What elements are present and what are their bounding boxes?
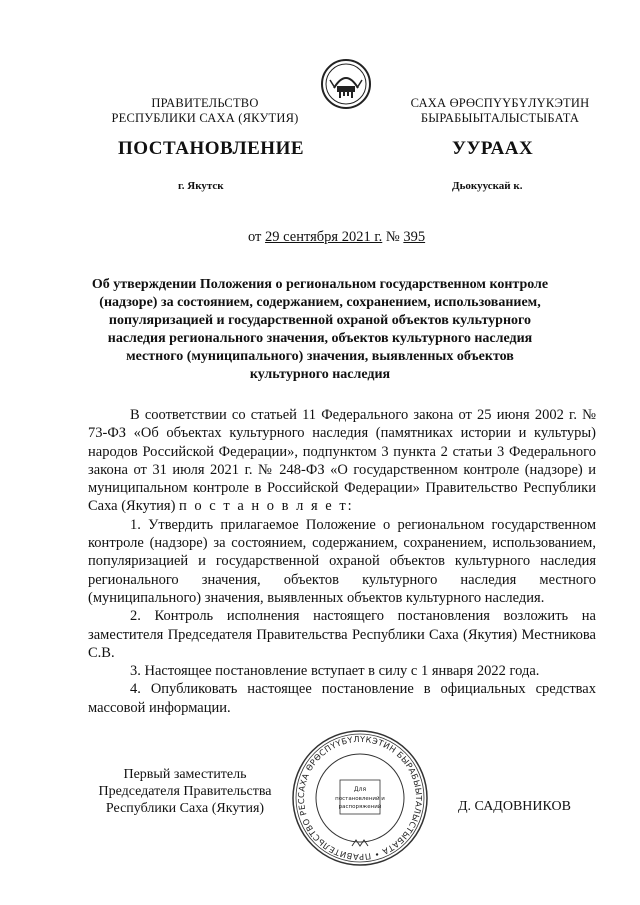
signatory-position	[80, 766, 290, 817]
signatory-name: Д. САДОВНИКОВ	[458, 799, 571, 814]
header-right-line1: САХА ӨРӨСПҮҮБҮЛҮКЭТИН	[410, 96, 590, 110]
position-line1: Первый заместитель	[123, 767, 247, 782]
city-left: г. Якутск	[178, 180, 224, 192]
number-sign: №	[385, 229, 400, 245]
stamp-center-line1: Для	[353, 786, 367, 793]
title-right: УУРААХ	[452, 138, 534, 159]
item-2: 2. Контроль исполнения настоящего постановления возложить на заместителя Председателя Правительства Республики Саха (Якутия) Местникова С.В.	[88, 608, 596, 661]
preamble-text: В соответствии со статьей 11 Федерального закона от 25 июня 2002 г. № 73-ФЗ «Об объектах культурного наследия (памятниках истории и культуры) народов Российской Федерации», подпунктом 3 пункта 2 статьи 3 Федерального закона от 31 июля 2021 г. № 248-ФЗ «О государственном контроле (надзоре) и муниципальном контроле в Российской Федерации» Правительство Республики Саха (Якутия)	[88, 407, 596, 515]
header-right-line2: БЫРАБЫЫТАЛЫСТЫБАТА	[420, 111, 580, 125]
decree-subject: Об утверждении Положения о региональном государственном контроле (надзоре) за состоянием, содержанием, сохранением, использованием, популяризацией и государственной охраной объектов культурного наследия регионального значения, объектов культурного наследия местного (муниципального) значения, выявленных объектов культурного наследия	[91, 277, 549, 382]
decree-body	[88, 406, 596, 717]
stamp-ring-text: САХА ӨРӨСПҮҮБҮЛҮКЭТИН БЫРАБЫЫТАЛЫСТЫБАТА • ПРАВИТЕЛЬСТВО РЕС	[295, 733, 425, 863]
title-left: ПОСТАНОВЛЕНИЕ	[118, 138, 305, 159]
position-line2: Председателя Правительства	[98, 784, 272, 799]
decree-date-line	[248, 229, 425, 246]
item-1: 1. Утвердить прилагаемое Положение о региональном государственном контроле (надзоре) за состоянием, содержанием, сохранением, использованием, популяризацией и государственной охраной объектов культурного наследия регионального значения, объектов культурного наследия местного (муниципального) значения, выявленных объектов культурного наследия.	[88, 516, 596, 606]
preamble	[88, 406, 596, 516]
decree-number: 395	[403, 229, 426, 245]
city-right: Дьокуускай к.	[452, 180, 523, 192]
position-line3: Республики Саха (Якутия)	[105, 801, 265, 816]
resolves-text: п о с т а н о в л я е т:	[179, 498, 354, 515]
header-left-line1: ПРАВИТЕЛЬСТВО	[151, 96, 259, 110]
item-3: 3. Настоящее постановление вступает в силу с 1 января 2022 года.	[130, 663, 540, 680]
official-seal-stamp	[290, 728, 430, 868]
coat-of-arms-icon	[320, 58, 372, 110]
header-left-line2: РЕСПУБЛИКИ САХА (ЯКУТИЯ)	[111, 111, 299, 125]
date-prefix: от	[248, 229, 262, 245]
item-4: 4. Опубликовать настоящее постановление в официальных средствах массовой информации.	[88, 681, 596, 716]
stamp-center-line2: постановлений и	[335, 796, 385, 802]
decree-date: 29 сентября 2021 г.	[265, 229, 383, 245]
stamp-center-line3: распоряжений	[338, 804, 382, 810]
